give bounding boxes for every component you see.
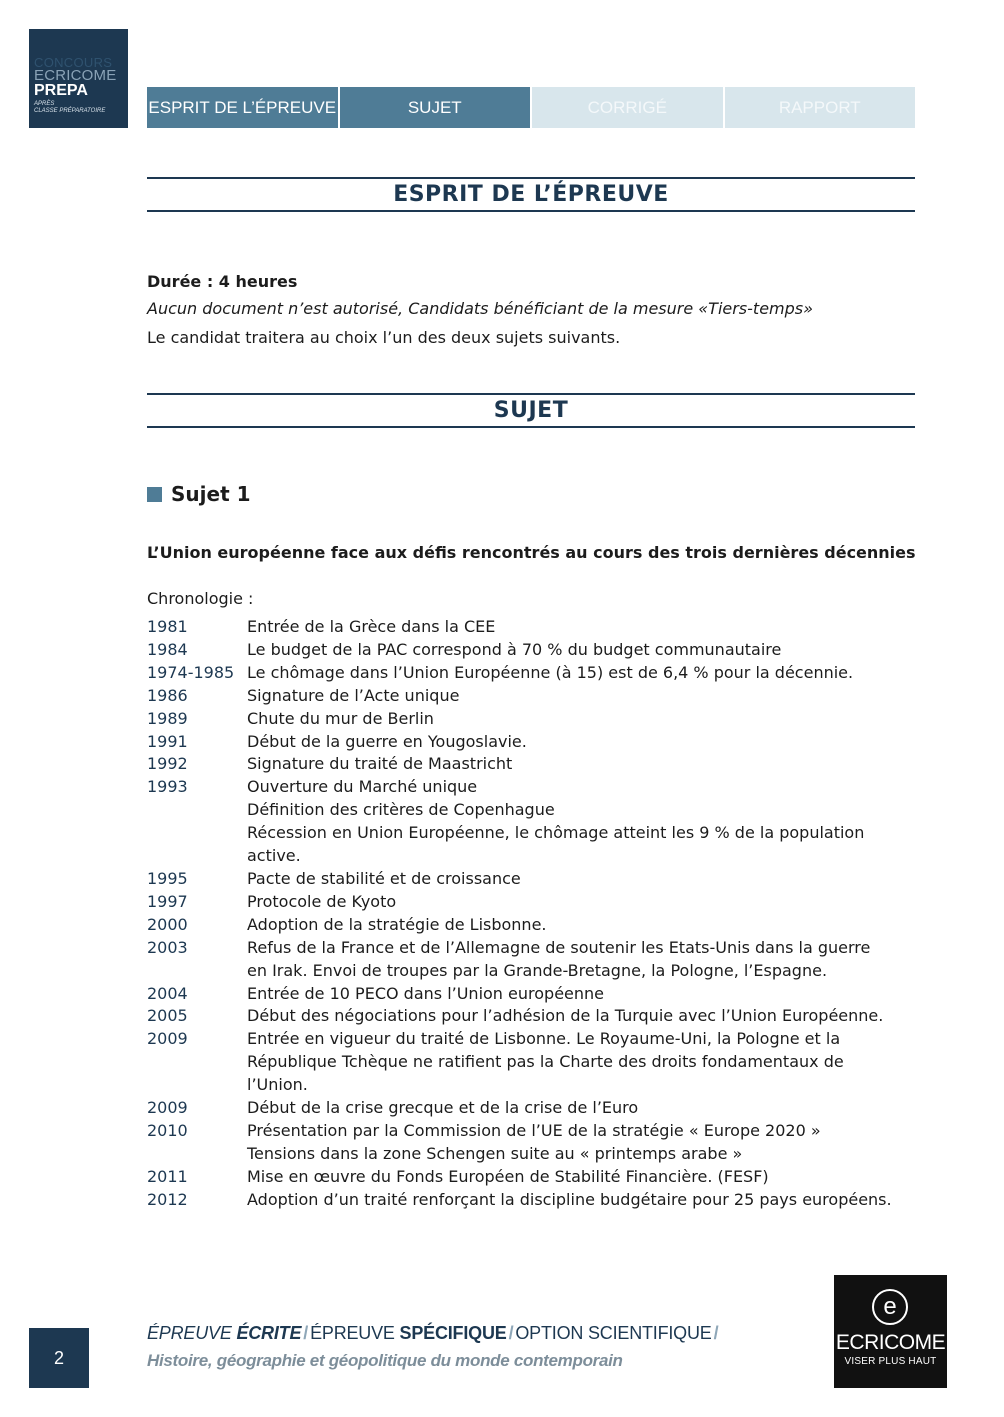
chronology-event: Entrée de la Grèce dans la CEE (247, 617, 496, 636)
footer-subject: Histoire, géographie et géopolitique du monde contemporain (147, 1351, 623, 1370)
chronology-year: 2012 (147, 1189, 188, 1209)
chronology-event: Protocole de Kyoto (247, 891, 397, 911)
chronology-row (147, 753, 915, 776)
duration-text: Durée : 4 heures (147, 272, 298, 291)
chronology-event: Le chômage dans l’Union Européenne (à 15) est de 6,4 % pour la décennie. (247, 662, 854, 682)
page-number: 2 (29, 1328, 89, 1388)
chronology-row (147, 685, 915, 708)
chronology-event: Entrée en vigueur du traité de Lisbonne. Le Royaume-Uni, la Pologne et la République Tchèque ne ratifient pas la Charte des droits fondamentaux de l’Union. (247, 1029, 844, 1095)
chronology-event: Le budget de la PAC correspond à 70 % du budget communautaire (247, 639, 782, 659)
chronology-row (147, 616, 915, 639)
chronology-row (147, 868, 915, 891)
chronology-row (147, 1120, 915, 1166)
logo-line-ecricome: ECRICOME (34, 67, 117, 84)
sujet-title: L’Union européenne face aux défis rencontrés au cours des trois dernières décennies (147, 543, 916, 562)
footer-slash: / (303, 1323, 309, 1343)
chronology-label: Chronologie : (147, 589, 254, 608)
footer-epreuve2: ÉPREUVE (310, 1323, 395, 1343)
footer-slash: / (713, 1323, 719, 1343)
tab-corrige[interactable]: CORRIGÉ (532, 87, 723, 128)
chronology-year: 1974-1985 (147, 662, 235, 682)
section-title-sujet: SUJET (147, 393, 915, 428)
chronology-event: Pacte de stabilité et de croissance (247, 868, 521, 888)
chronology-row (147, 1028, 915, 1097)
chronology-event: Début des négociations pour l’adhésion de la Turquie avec l’Union Européenne. (247, 1006, 884, 1026)
chronology-year: 2004 (147, 983, 188, 1003)
chronology-event: Début de la crise grecque et de la crise de l’Euro (247, 1098, 639, 1118)
chronology-row (147, 662, 915, 685)
chronology-year: 1992 (147, 754, 188, 774)
chronology-event: Présentation par la Commission de l’UE de la stratégie « Europe 2020 » Tensions dans la zone Schengen suite au « printemps arabe » (247, 1120, 821, 1163)
chronology-row (147, 1005, 915, 1028)
chronology-row (147, 1189, 915, 1212)
chronology-event: Chute du mur de Berlin (247, 708, 434, 728)
square-bullet-icon (147, 487, 162, 502)
logo-line-apres: APRÈS (34, 101, 55, 107)
instruction-text: Le candidat traitera au choix l’un des deux sujets suivants. (147, 328, 621, 347)
chronology-row (147, 1166, 915, 1189)
footer-exam-type (147, 1323, 720, 1344)
footer-slash: / (508, 1323, 514, 1343)
ecricome-e-icon: e (872, 1289, 908, 1325)
chronology-row (147, 914, 915, 937)
logo-line-concours: CONCOURS (34, 55, 113, 70)
chronology-event: Début de la guerre en Yougoslavie. (247, 731, 527, 751)
chronology-event: Signature de l’Acte unique (247, 685, 460, 705)
chronology-row (147, 1097, 915, 1120)
chronology-event: Ouverture du Marché unique Définition des critères de Copenhague Récession en Union Européenne, le chômage atteint les 9 % de la population active. (247, 777, 865, 866)
footer-specifique: SPÉCIFIQUE (399, 1323, 507, 1343)
ecricome-logo (834, 1275, 947, 1388)
chronology-year: 2010 (147, 1120, 188, 1140)
chronology-year: 2005 (147, 1006, 188, 1026)
chronology-year: 2003 (147, 937, 188, 957)
chronology-year: 1989 (147, 708, 188, 728)
chronology-year: 1984 (147, 639, 188, 659)
chronology-row (147, 776, 915, 868)
concours-logo (29, 29, 128, 128)
chronology-event: Entrée de 10 PECO dans l’Union européenne (247, 983, 604, 1003)
chronology-year: 2009 (147, 1029, 188, 1049)
tab-esprit[interactable]: ESPRIT DE L’ÉPREUVE (147, 87, 338, 128)
chronology-year: 2000 (147, 914, 188, 934)
tab-rapport[interactable]: RAPPORT (725, 87, 916, 128)
chronology-event: Mise en œuvre du Fonds Européen de Stabilité Financière. (FESF) (247, 1166, 769, 1186)
brand-name: ECRICOME (835, 1331, 946, 1354)
chronology-year: 1993 (147, 777, 188, 797)
chronology-event: Adoption d’un traité renforçant la discipline budgétaire pour 25 pays européens. (247, 1189, 892, 1209)
chronology-year: 2011 (147, 1166, 188, 1186)
footer-option: OPTION SCIENTIFIQUE (515, 1323, 712, 1343)
chronology-event: Signature du traité de Maastricht (247, 754, 513, 774)
chronology-row (147, 639, 915, 662)
chronology-list (147, 616, 915, 1212)
chronology-year: 1981 (147, 617, 188, 636)
logo-line-classe: CLASSE PRÉPARATOIRE (34, 108, 106, 114)
tab-sujet[interactable]: SUJET (340, 87, 531, 128)
chronology-year: 1991 (147, 731, 188, 751)
sujet-label: Sujet 1 (171, 482, 251, 506)
chronology-row (147, 937, 915, 983)
footer-ecrite: ÉCRITE (236, 1323, 302, 1343)
brand-tagline: VISER PLUS HAUT (844, 1356, 937, 1367)
chronology-event: Adoption de la stratégie de Lisbonne. (247, 914, 547, 934)
chronology-year: 1995 (147, 868, 188, 888)
footer-epreuve: ÉPREUVE (147, 1323, 232, 1343)
logo-line-prepa: PREPA (34, 82, 88, 99)
chronology-row (147, 983, 915, 1006)
chronology-row (147, 891, 915, 914)
chronology-year: 2009 (147, 1098, 188, 1118)
chronology-year: 1997 (147, 891, 188, 911)
chronology-year: 1986 (147, 685, 188, 705)
section-title-esprit: ESPRIT DE L’ÉPREUVE (147, 177, 915, 212)
sujet-heading (147, 482, 251, 506)
chronology-event: Refus de la France et de l’Allemagne de soutenir les Etats-Unis dans la guerre en Irak. Envoi de troupes par la Grande-Bretagne, la Pologne, l’Espagne. (247, 937, 871, 980)
chronology-row (147, 708, 915, 731)
section-tabs (147, 87, 915, 128)
chronology-row (147, 731, 915, 754)
no-document-note: Aucun document n’est autorisé, Candidats bénéficiant de la mesure «Tiers-temps» (147, 299, 813, 318)
